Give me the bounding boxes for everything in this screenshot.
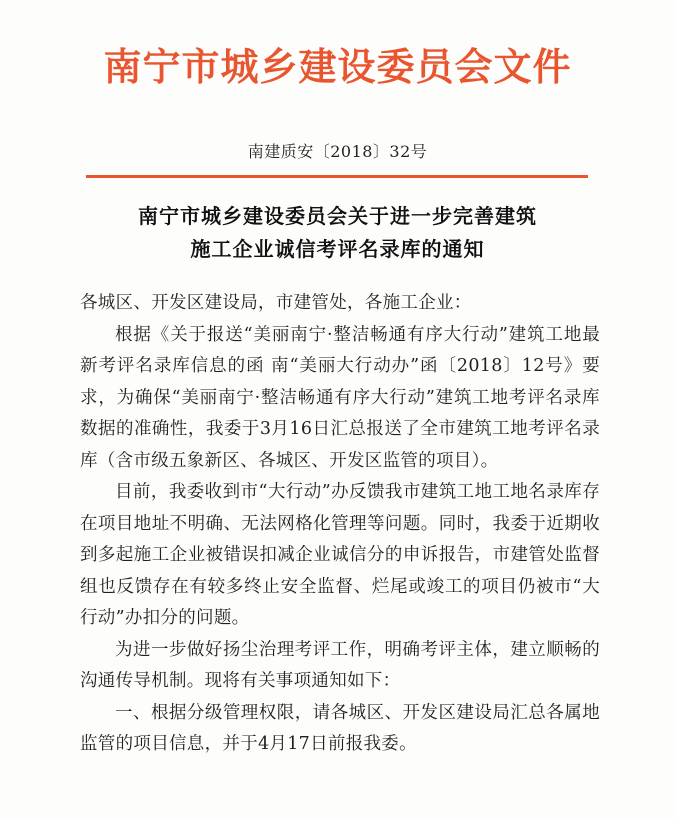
- notice-body: [80, 288, 600, 761]
- body-paragraph-4: 一、根据分级管理权限，请各城区、开发区建设局汇总各属地监管的项目信息，并于4月17日前报我委。: [80, 702, 600, 754]
- red-divider-line: [86, 175, 588, 178]
- notice-title-line-2: 施工企业诚信考评名录库的通知: [190, 237, 485, 261]
- issuer-heading: 南宁市城乡建设委员会文件: [103, 45, 572, 89]
- body-paragraph-1: 根据《关于报送“美丽南宁·整洁畅通有序大行动”建筑工地最新考评名录库信息的函 南“美丽大行动办”函〔2018〕12号》要求，为确保“美丽南宁·整洁畅通有序大行动”建筑工地考评名录库数据的准确性，我委于3月16日汇总报送了全市建筑工地考评名录库（含市级五象新区、各城区、开发区监管的项目）。: [80, 324, 600, 471]
- salutation: 各城区、开发区建设局，市建管处，各施工企业：: [80, 293, 472, 313]
- notice-title-line-1: 南宁市城乡建设委员会关于进一步完善建筑: [138, 204, 537, 228]
- body-paragraph-3: 为进一步做好扬尘治理考评工作，明确考评主体，建立顺畅的沟通传导机制。现将有关事项通知如下：: [80, 639, 600, 691]
- body-paragraph-2: 目前，我委收到市“大行动”办反馈我市建筑工地工地名录库存在项目地址不明确、无法网格化管理等问题。同时，我委于近期收到多起施工企业被错误扣减企业诚信分的申诉报告，市建管处监督组也反馈存在有较多终止安全监督、烂尾或竣工的项目仍被市“大行动”办扣分的问题。: [80, 482, 600, 628]
- document-number: 南建质安〔2018〕32号: [247, 142, 428, 161]
